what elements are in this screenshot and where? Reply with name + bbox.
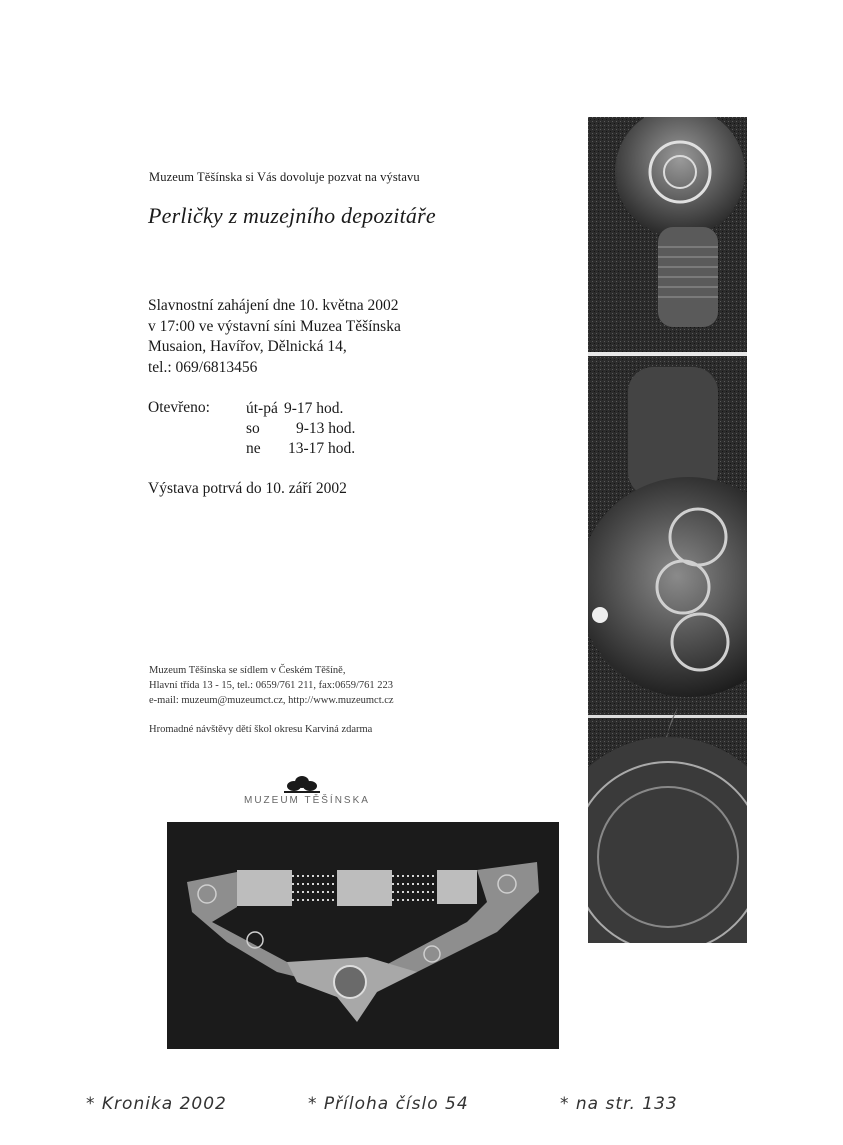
- hours-row: [246, 399, 376, 419]
- exhibition-duration: Výstava potrvá do 10. září 2002: [148, 480, 347, 497]
- opening-line: Musaion, Havířov, Dělnická 14,: [148, 338, 347, 355]
- museum-address: [149, 663, 394, 708]
- address-line: Muzeum Těšínska se sídlem v Českém Těšíně,: [149, 665, 346, 676]
- opening-hours: [246, 399, 376, 459]
- hours-day: ne: [246, 440, 261, 457]
- exhibition-title: Perličky z muzejního depozitáře: [148, 203, 436, 228]
- hours-time: 9-13 hod.: [296, 420, 356, 437]
- hours-day: út-pá: [246, 400, 278, 417]
- hours-row: [246, 439, 376, 459]
- hours-row: [246, 419, 376, 439]
- opening-details: [148, 296, 401, 378]
- hours-time: 9-17 hod.: [284, 400, 344, 417]
- address-line: Hlavní třída 13 - 15, tel.: 0659/761 211, fax:0659/761 223: [149, 680, 393, 691]
- museum-logo: [244, 774, 370, 810]
- handwritten-note: * Příloha číslo 54: [308, 1094, 469, 1114]
- logo-text: MUZEUM TĚŠÍNSKA: [244, 795, 370, 806]
- opening-line: Slavnostní zahájení dne 10. května 2002: [148, 297, 399, 314]
- handwritten-note: * Kronika 2002: [86, 1094, 227, 1114]
- beaded-belt-photo: [167, 822, 559, 1049]
- invitation-intro: Muzeum Těšínska si Vás dovoluje pozvat na výstavu: [149, 170, 420, 184]
- ceramic-jugs-photo: [588, 117, 747, 943]
- hours-time: 13-17 hod.: [288, 440, 356, 457]
- address-line: e-mail: muzeum@muzeumct.cz, http://www.muzeumct.cz: [149, 695, 394, 706]
- flower-icon: [244, 774, 364, 796]
- handwritten-note: * na str. 133: [560, 1094, 678, 1114]
- opening-line: v 17:00 ve výstavní síni Muzea Těšínska: [148, 317, 401, 335]
- group-visits-note: Hromadné návštěvy dětí škol okresu Karviná zdarma: [149, 724, 373, 735]
- hours-label: Otevřeno:: [148, 399, 210, 416]
- opening-line: tel.: 069/6813456: [148, 358, 258, 376]
- hours-day: so: [246, 420, 260, 437]
